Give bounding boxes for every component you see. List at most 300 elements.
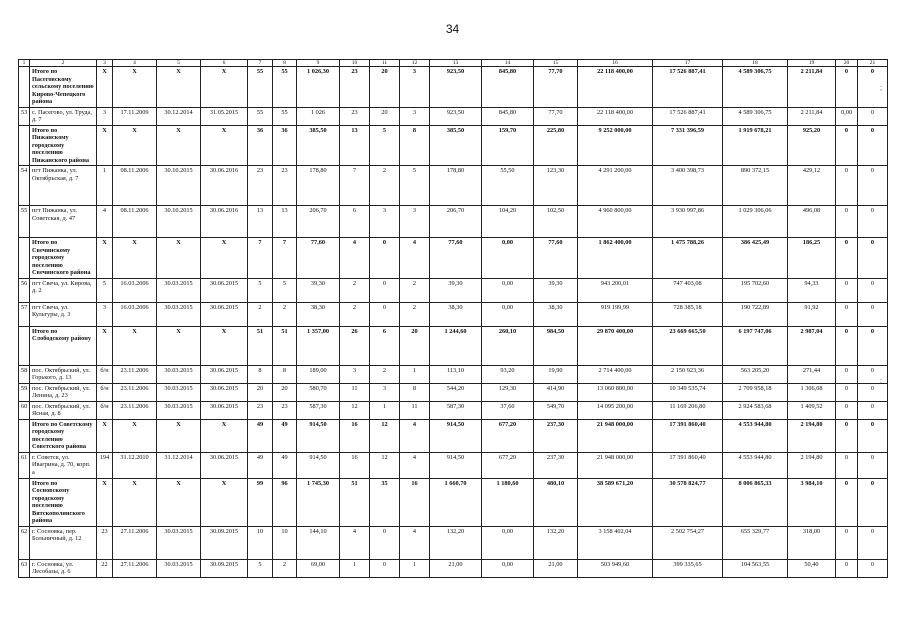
table-cell: X	[157, 478, 201, 526]
table-cell: 123,30	[534, 166, 578, 206]
table-cell: 7	[340, 166, 370, 206]
subtotal-label: Итого по Слободскому району	[30, 326, 97, 365]
table-row	[19, 365, 888, 383]
table-cell: 0	[370, 302, 400, 326]
table-cell: 1 026,30	[297, 67, 340, 108]
table-cell: 16.03.2006	[113, 302, 157, 326]
table-cell: 587,30	[297, 401, 340, 419]
table-cell: 3	[370, 383, 400, 401]
table-cell: 51	[340, 478, 370, 526]
table-cell: 30.09.2015	[201, 526, 248, 559]
column-number: 16	[578, 60, 653, 67]
table-cell: X	[157, 125, 201, 166]
table-cell: 0	[858, 326, 888, 365]
table-cell: X	[113, 326, 157, 365]
table-cell: 99	[248, 478, 273, 526]
table-cell: 549,70	[534, 401, 578, 419]
table-cell: 0	[836, 383, 858, 401]
table-cell: 23 669 665,50	[653, 326, 723, 365]
table-cell: 2	[400, 278, 430, 302]
table-cell: 13	[340, 125, 370, 166]
table-cell: 3 400 398,73	[653, 166, 723, 206]
table-cell: 23	[273, 166, 297, 206]
table-cell: 0	[858, 478, 888, 526]
table-cell: 4	[340, 238, 370, 279]
table-cell: X	[97, 238, 113, 279]
table-cell: 0	[836, 238, 858, 279]
table-cell: 30.06.2016	[201, 166, 248, 206]
table-cell: 16	[340, 452, 370, 478]
subtotal-row	[19, 67, 888, 108]
table-cell: 544,20	[430, 383, 482, 401]
address-cell: пос. Октябрьский, ул. Ленина, д. 23	[30, 383, 97, 401]
address-cell: пос. Октябрьский, ул. Горького, д. 13	[30, 365, 97, 383]
table-cell: 8	[273, 365, 297, 383]
table-cell: 77,70	[534, 67, 578, 108]
table-cell: 2 211,84	[788, 67, 836, 108]
table-cell: 16.03.2006	[113, 278, 157, 302]
table-cell: 11	[400, 401, 430, 419]
table-cell: 132,20	[534, 526, 578, 559]
column-number-row	[19, 60, 888, 67]
table-cell: 2 194,80	[788, 419, 836, 452]
table-cell: 20	[273, 383, 297, 401]
table-cell: 385,50	[430, 125, 482, 166]
table-cell: 11	[340, 383, 370, 401]
table-cell: 51	[273, 326, 297, 365]
table-cell: 22	[97, 559, 113, 577]
table-cell: 677,20	[482, 452, 534, 478]
row-number: 53	[19, 107, 30, 125]
table-cell: 5	[97, 278, 113, 302]
table-cell: 0	[858, 526, 888, 559]
table-cell: 8	[248, 365, 273, 383]
table-cell: 0	[858, 365, 888, 383]
table-row	[19, 452, 888, 478]
address-cell: г. Сосновка, пер. Больничный, д. 12	[30, 526, 97, 559]
subtotal-label: Итого по Свечинскому городскому поселению Свечинского района	[30, 238, 97, 279]
table-cell: 30.03.2015	[157, 559, 201, 577]
table-cell: 1 409,52	[788, 401, 836, 419]
column-number: 12	[400, 60, 430, 67]
table-cell: 17.11.2009	[113, 107, 157, 125]
table-cell: 39,30	[297, 278, 340, 302]
table-cell: 318,00	[788, 526, 836, 559]
table-cell: 159,70	[482, 125, 534, 166]
table-cell: 17 526 887,41	[653, 107, 723, 125]
table-cell: 1	[97, 166, 113, 206]
table-cell: 55	[273, 67, 297, 108]
table-cell: 26	[340, 326, 370, 365]
table-cell: 0,00	[836, 107, 858, 125]
table-cell: 10 349 535,74	[653, 383, 723, 401]
table-cell: 2 211,84	[788, 107, 836, 125]
table-cell: 5	[370, 125, 400, 166]
table-cell: X	[97, 125, 113, 166]
subtotal-label: Итого по Пижанскому городскому поселению Пижанского района	[30, 125, 97, 166]
table-cell: 30.06.2015	[201, 302, 248, 326]
table-cell: б/н	[97, 401, 113, 419]
table-cell: 93,20	[482, 365, 534, 383]
table-cell: 194	[97, 452, 113, 478]
table-cell: 1 660,70	[430, 478, 482, 526]
table-cell: 0	[858, 206, 888, 238]
table-cell: 17 526 887,41	[653, 67, 723, 108]
table-cell: 94,33	[788, 278, 836, 302]
table-cell: 17 391 860,40	[653, 419, 723, 452]
table-cell: 0,00	[482, 526, 534, 559]
table-cell: 923,50	[430, 67, 482, 108]
table-cell: 30.03.2015	[157, 383, 201, 401]
table-row	[19, 526, 888, 559]
table-cell: X	[113, 478, 157, 526]
table-cell: 0	[858, 238, 888, 279]
column-number: 8	[273, 60, 297, 67]
table-cell: 4	[400, 238, 430, 279]
table-cell: 890 372,15	[723, 166, 788, 206]
table-cell: 503 949,60	[578, 559, 653, 577]
address-cell: пгт Пижанка, ул. Советская, д. 47	[30, 206, 97, 238]
table-cell: 4 960 800,00	[578, 206, 653, 238]
table-cell: 14 095 200,00	[578, 401, 653, 419]
table-cell: X	[201, 67, 248, 108]
table-cell: 0	[836, 478, 858, 526]
table-cell: 8	[400, 383, 430, 401]
table-cell: 186,25	[788, 238, 836, 279]
table-cell: 4	[400, 526, 430, 559]
table-cell: 5	[248, 278, 273, 302]
table-cell: 144,10	[297, 526, 340, 559]
table-cell: 36	[248, 125, 273, 166]
table-cell: 1 180,60	[482, 478, 534, 526]
subtotal-label: Итого по Советскому городскому поселению Советского района	[30, 419, 97, 452]
table-cell: X	[201, 125, 248, 166]
table-cell: 16	[340, 419, 370, 452]
table-cell: 49	[273, 452, 297, 478]
table-cell: 0	[370, 559, 400, 577]
table-cell: 0	[858, 107, 888, 125]
table-cell: 22 118 400,00	[578, 107, 653, 125]
table-cell: 55,50	[482, 166, 534, 206]
table-cell: 0	[858, 166, 888, 206]
table-cell: 0	[858, 419, 888, 452]
table-cell: 563 205,20	[723, 365, 788, 383]
table-cell: 2	[340, 302, 370, 326]
table-cell: 1	[370, 401, 400, 419]
table-cell: 3 158 402,04	[578, 526, 653, 559]
table-cell: X	[97, 478, 113, 526]
table-cell: 30.06.2016	[201, 206, 248, 238]
row-number: 58	[19, 365, 30, 383]
table-cell: 6	[370, 326, 400, 365]
table-cell: 189,00	[297, 365, 340, 383]
table-cell: 0	[836, 419, 858, 452]
table-cell: 29 870 400,00	[578, 326, 653, 365]
table-cell: 35	[370, 478, 400, 526]
table-cell: 5	[273, 278, 297, 302]
table-cell: 17 391 860,40	[653, 452, 723, 478]
table-cell: X	[201, 238, 248, 279]
register-table	[18, 59, 888, 578]
table-cell: 31.12.2010	[113, 452, 157, 478]
subtotal-row	[19, 419, 888, 452]
column-number: 11	[370, 60, 400, 67]
table-cell: 8 006 865,33	[723, 478, 788, 526]
row-number	[19, 326, 30, 365]
table-cell: 4	[400, 452, 430, 478]
table-cell: 0	[370, 238, 400, 279]
address-cell: пгт Пижанка, ул. Октябрьская, д. 7	[30, 166, 97, 206]
table-cell: 728 385,18	[653, 302, 723, 326]
subtotal-row	[19, 326, 888, 365]
table-cell: 4 291 200,00	[578, 166, 653, 206]
row-number	[19, 125, 30, 166]
row-number	[19, 419, 30, 452]
row-number: 61	[19, 452, 30, 478]
table-cell: 984,50	[534, 326, 578, 365]
table-cell: 0	[858, 401, 888, 419]
table-cell: 91,92	[788, 302, 836, 326]
table-cell: б/н	[97, 383, 113, 401]
column-number: 3	[97, 60, 113, 67]
table-cell: 0	[836, 278, 858, 302]
table-cell: 2 714 400,00	[578, 365, 653, 383]
table-cell: 69,00	[297, 559, 340, 577]
table-cell: X	[201, 478, 248, 526]
table-cell: 23	[248, 401, 273, 419]
table-cell: 96	[273, 478, 297, 526]
table-cell: 50,40	[788, 559, 836, 577]
table-cell: 31.12.2014	[157, 452, 201, 478]
table-cell: 3	[370, 206, 400, 238]
table-cell: 0	[858, 383, 888, 401]
margin-mark-upper: ;	[880, 85, 882, 92]
table-cell: 38,30	[297, 302, 340, 326]
row-number: 54	[19, 166, 30, 206]
table-cell: 30.10.2015	[157, 166, 201, 206]
row-number	[19, 238, 30, 279]
table-cell: 55	[248, 67, 273, 108]
table-cell: 4 553 944,80	[723, 419, 788, 452]
table-cell: 190 722,89	[723, 302, 788, 326]
table-cell: 655 329,77	[723, 526, 788, 559]
table-cell: 12	[340, 401, 370, 419]
table-cell: 0	[370, 278, 400, 302]
table-row	[19, 278, 888, 302]
table-cell: 225,80	[534, 125, 578, 166]
table-cell: 30.10.2015	[157, 206, 201, 238]
table-cell: 7	[248, 238, 273, 279]
table-cell: 845,80	[482, 67, 534, 108]
row-number: 55	[19, 206, 30, 238]
table-cell: 414,90	[534, 383, 578, 401]
row-number: 59	[19, 383, 30, 401]
address-cell: пгт Свеча, ул. Культуры, д. 3	[30, 302, 97, 326]
table-cell: 104,20	[482, 206, 534, 238]
row-number	[19, 478, 30, 526]
table-cell: 3 984,10	[788, 478, 836, 526]
table-cell: 4 589 306,75	[723, 67, 788, 108]
table-cell: б/н	[97, 365, 113, 383]
table-cell: 2	[370, 365, 400, 383]
table-cell: 914,50	[430, 419, 482, 452]
table-cell: 77,60	[534, 238, 578, 279]
table-cell: 0	[836, 326, 858, 365]
table-cell: 0	[858, 302, 888, 326]
table-cell: 2	[370, 166, 400, 206]
table-cell: 7	[273, 238, 297, 279]
table-cell: 206,70	[297, 206, 340, 238]
table-cell: 23	[340, 107, 370, 125]
table-cell: 429,12	[788, 166, 836, 206]
table-cell: 747 403,08	[653, 278, 723, 302]
table-cell: 20	[400, 326, 430, 365]
table-cell: 206,70	[430, 206, 482, 238]
table-cell: 3	[340, 365, 370, 383]
table-cell: 129,30	[482, 383, 534, 401]
table-cell: X	[113, 67, 157, 108]
table-cell: 0	[836, 302, 858, 326]
table-cell: 21 948 000,00	[578, 452, 653, 478]
table-cell: 399 335,65	[653, 559, 723, 577]
table-cell: 0	[858, 559, 888, 577]
table-cell: 21,00	[534, 559, 578, 577]
table-cell: 2	[340, 278, 370, 302]
table-cell: 2	[273, 559, 297, 577]
table-cell: 30.03.2015	[157, 401, 201, 419]
table-cell: X	[113, 238, 157, 279]
table-cell: 0	[836, 401, 858, 419]
address-cell: с. Пасегово, ул. Труда, д. 7	[30, 107, 97, 125]
table-row	[19, 302, 888, 326]
table-cell: 195 702,60	[723, 278, 788, 302]
table-cell: 2 502 754,27	[653, 526, 723, 559]
table-cell: 923,50	[430, 107, 482, 125]
table-cell: 2	[400, 302, 430, 326]
column-number: 13	[430, 60, 482, 67]
table-cell: 386 425,49	[723, 238, 788, 279]
table-cell: 2	[248, 302, 273, 326]
table-cell: X	[157, 419, 201, 452]
column-number: 15	[534, 60, 578, 67]
table-cell: 0	[836, 166, 858, 206]
table-cell: 37,60	[482, 401, 534, 419]
table-cell: 11 169 206,80	[653, 401, 723, 419]
table-cell: 1 026	[297, 107, 340, 125]
table-cell: 925,20	[788, 125, 836, 166]
table-cell: 1 862 400,00	[578, 238, 653, 279]
row-number	[19, 67, 30, 108]
table-cell: 7 331 396,59	[653, 125, 723, 166]
table-cell: 30.03.2015	[157, 365, 201, 383]
table-cell: 1	[400, 365, 430, 383]
table-cell: 23	[273, 401, 297, 419]
row-number: 63	[19, 559, 30, 577]
table-cell: 677,20	[482, 419, 534, 452]
column-number: 4	[113, 60, 157, 67]
table-cell: 49	[248, 452, 273, 478]
table-cell: 30.06.2015	[201, 278, 248, 302]
table-cell: 271,44	[788, 365, 836, 383]
table-cell: 1	[400, 559, 430, 577]
table-cell: 237,30	[534, 419, 578, 452]
table-cell: 39,30	[534, 278, 578, 302]
table-cell: 237,30	[534, 452, 578, 478]
table-cell: 10	[273, 526, 297, 559]
column-number: 7	[248, 60, 273, 67]
table-cell: 4 589 306,75	[723, 107, 788, 125]
table-cell: 260,10	[482, 326, 534, 365]
table-cell: 914,50	[430, 452, 482, 478]
table-cell: 1 357,00	[297, 326, 340, 365]
table-cell: 13	[248, 206, 273, 238]
table-cell: 5	[248, 559, 273, 577]
column-number: 2	[30, 60, 97, 67]
table-cell: 2 709 958,18	[723, 383, 788, 401]
table-cell: 1 029 306,06	[723, 206, 788, 238]
table-cell: 30.09.2015	[201, 559, 248, 577]
table-cell: 8	[400, 125, 430, 166]
column-number: 9	[297, 60, 340, 67]
table-cell: 3	[400, 206, 430, 238]
table-cell: 4	[340, 526, 370, 559]
table-cell: 30.06.2015	[201, 452, 248, 478]
table-cell: 30.12.2014	[157, 107, 201, 125]
table-cell: 27.11.2006	[113, 559, 157, 577]
table-cell: X	[157, 326, 201, 365]
table-cell: X	[201, 326, 248, 365]
table-cell: 12	[370, 419, 400, 452]
table-cell: 55	[273, 107, 297, 125]
subtotal-label: Итого по Пасеговскому сельскому поселению Кирово-Чепецкого района	[30, 67, 97, 108]
table-cell: 77,60	[297, 238, 340, 279]
table-row	[19, 383, 888, 401]
table-cell: 0	[858, 278, 888, 302]
table-cell: 12	[370, 452, 400, 478]
table-cell: 30.06.2015	[201, 365, 248, 383]
row-number: 62	[19, 526, 30, 559]
table-cell: 49	[273, 419, 297, 452]
subtotal-row	[19, 238, 888, 279]
table-row	[19, 559, 888, 577]
table-cell: 0	[836, 559, 858, 577]
table-cell: 2 150 923,36	[653, 365, 723, 383]
table-cell: 480,10	[534, 478, 578, 526]
table-cell: 13 060 800,00	[578, 383, 653, 401]
table-cell: 51	[248, 326, 273, 365]
table-cell: 1	[340, 559, 370, 577]
table-cell: 30.06.2015	[201, 383, 248, 401]
column-number: 20	[836, 60, 858, 67]
table-cell: X	[97, 67, 113, 108]
table-row	[19, 401, 888, 419]
table-cell: 0	[836, 125, 858, 166]
table-cell: 23.11.2006	[113, 365, 157, 383]
column-number: 6	[201, 60, 248, 67]
table-cell: 20	[370, 67, 400, 108]
table-cell: 3	[400, 107, 430, 125]
table-cell: 2 987,04	[788, 326, 836, 365]
table-cell: 6	[340, 206, 370, 238]
table-cell: 4 553 944,80	[723, 452, 788, 478]
table-cell: 30 578 824,77	[653, 478, 723, 526]
table-cell: 30.03.2015	[157, 278, 201, 302]
table-cell: 31.05.2015	[201, 107, 248, 125]
table-cell: 0	[370, 526, 400, 559]
table-cell: 36	[273, 125, 297, 166]
table-cell: 38,30	[430, 302, 482, 326]
table-cell: 845,80	[482, 107, 534, 125]
